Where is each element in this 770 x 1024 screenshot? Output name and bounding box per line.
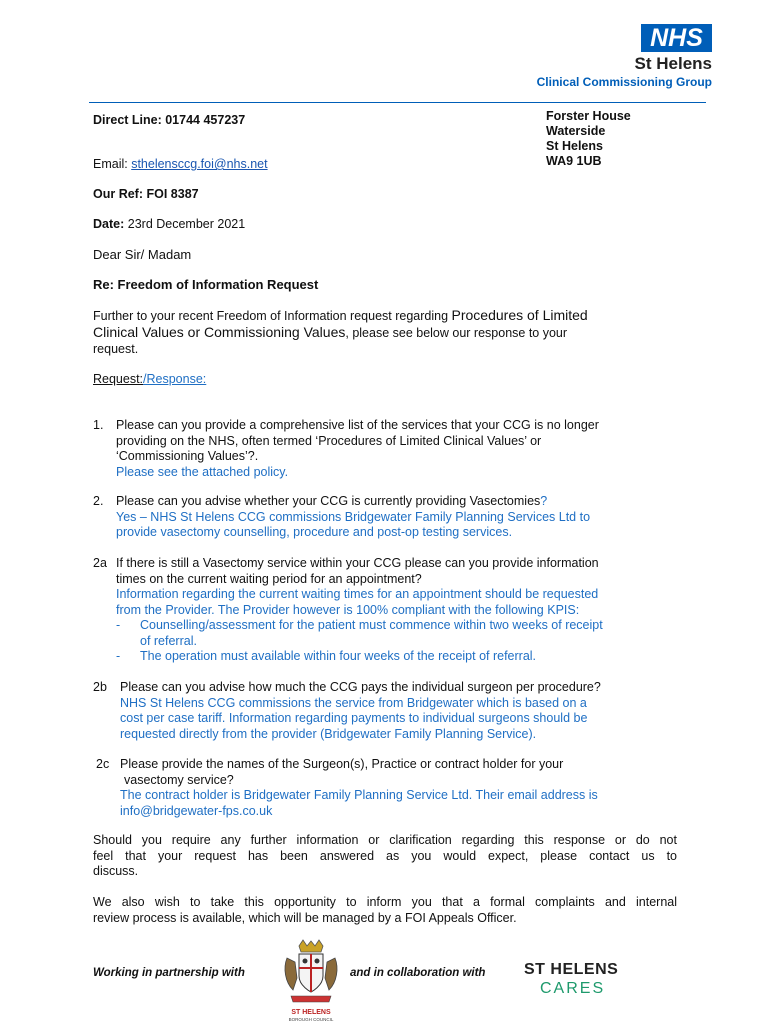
answer-line: The contract holder is Bridgewater Family Planning Service Ltd. Their email address is — [120, 788, 598, 803]
intro-topic: Clinical Values or Commissioning Values — [93, 324, 346, 340]
answer-line: cost per case tariff. Information regarding payments to individual surgeons should be — [120, 711, 588, 726]
email-label: Email: — [93, 157, 132, 171]
answer-line: Please see the attached policy. — [116, 464, 289, 479]
closing-line: discuss. — [93, 864, 139, 879]
ref-value: FOI 8387 — [146, 187, 199, 201]
item-number: 2c — [96, 757, 110, 771]
bullet-dash: - — [116, 618, 121, 632]
item-number: 2b — [93, 680, 107, 694]
answer-line: Yes – NHS St Helens CCG commissions Bridgewater Family Planning Services Ltd to — [116, 509, 591, 524]
question-line: Please provide the names of the Surgeon(s), Practice or contract holder for your — [120, 757, 564, 771]
answer-line: NHS St Helens CCG commissions the service from Bridgewater which is based on a — [120, 695, 587, 710]
address-line: St Helens — [546, 139, 603, 153]
item-number: 2a — [93, 556, 107, 570]
salutation: Dear Sir/ Madam — [93, 247, 192, 262]
closing-line: We also wish to take this opportunity to inform you that a formal complaints and internal — [93, 895, 677, 909]
answer-line: from the Provider. The Provider however is 100% compliant with the following KPIS: — [116, 602, 580, 617]
email-line — [93, 157, 268, 173]
address-line: Waterside — [546, 124, 606, 138]
item-1 — [116, 418, 599, 480]
bullet-line: Counselling/assessment for the patient must commence within two weeks of receipt — [140, 618, 603, 632]
item-2 — [116, 494, 590, 541]
question-mark: ? — [540, 494, 548, 508]
intro-line-1 — [93, 308, 588, 325]
answer-line: Information regarding the current waiting times for an appointment should be requested — [116, 587, 599, 602]
request-response-heading — [93, 372, 206, 388]
intro-text: , please see below our response to your — [345, 326, 568, 340]
question-line: If there is still a Vasectomy service within your CCG please can you provide information — [116, 556, 599, 570]
nhs-logo: NHS — [641, 24, 712, 52]
answer-line: provide vasectomy counselling, procedure and post-op testing services. — [116, 525, 513, 540]
crest-caption: ST HELENS — [291, 1009, 331, 1016]
question-text: Please can you advise whether your CCG is currently providing Vasectomies — [116, 494, 541, 508]
email-link[interactable]: sthelensccg.foi@nhs.net — [131, 157, 268, 171]
address-line: Forster House — [546, 109, 631, 123]
crest-icon — [281, 938, 341, 1004]
address-line: WA9 1UB — [546, 154, 602, 168]
question-line: vasectomy service? — [124, 772, 234, 787]
item-number: 1. — [93, 418, 104, 432]
item-2c — [120, 757, 598, 819]
direct-line: Direct Line: 01744 457237 — [93, 113, 246, 127]
date-value: 23rd December 2021 — [127, 217, 246, 231]
partnership-text: Working in partnership with — [93, 967, 245, 979]
sender-address — [546, 109, 631, 169]
org-name: St Helens — [634, 54, 712, 73]
item-2b — [120, 680, 601, 742]
council-crest — [281, 938, 341, 1020]
header-divider — [89, 102, 706, 103]
closing-paragraph-2 — [93, 895, 677, 926]
intro-line-3: request. — [93, 342, 139, 356]
item-2a — [116, 556, 599, 618]
org-subtitle: Clinical Commissioning Group — [536, 75, 712, 89]
letter-date — [93, 217, 245, 233]
collaboration-text: and in collaboration with — [350, 967, 486, 979]
request-label: Request: — [93, 372, 144, 386]
subject-line: Re: Freedom of Information Request — [93, 277, 319, 292]
bullet-dash: - — [116, 649, 121, 663]
question-line: ‘Commissioning Values’?. — [116, 449, 259, 464]
closing-line: feel that your request has been answered as you would expect, please contact us to — [93, 848, 677, 863]
intro-topic: Procedures of Limited — [451, 307, 588, 323]
response-label: /Response: — [143, 372, 207, 386]
closing-line: Should you require any further information or clarification regarding this response or do not — [93, 833, 677, 847]
question-line: times on the current waiting period for an appointment? — [116, 571, 422, 586]
partner-logo-st-helens: ST HELENS — [524, 961, 619, 978]
date-label: Date: — [93, 217, 125, 231]
answer-line: info@bridgewater-fps.co.uk — [120, 803, 273, 818]
question-line: Please can you advise how much the CCG pays the individual surgeon per procedure? — [120, 680, 601, 694]
partner-logo-cares: CARES — [540, 980, 606, 997]
intro-line-2 — [93, 325, 567, 342]
answer-line: requested directly from the provider (Bridgewater Family Planning Service). — [120, 726, 537, 741]
question-line: Please can you provide a comprehensive list of the services that your CCG is no longer — [116, 418, 599, 432]
item-number: 2. — [93, 494, 104, 508]
closing-paragraph-1 — [93, 833, 677, 880]
crest-subcaption: BOROUGH COUNCIL — [288, 1017, 334, 1022]
bullet-item: The operation must available within four weeks of the receipt of referral. — [140, 649, 537, 663]
closing-line: review process is available, which will be managed by a FOI Appeals Officer. — [93, 910, 517, 925]
question-line — [116, 494, 590, 510]
question-line: providing on the NHS, often termed ‘Procedures of Limited Clinical Values’ or — [116, 433, 542, 448]
bullet-item — [140, 618, 603, 649]
ref-label: Our Ref: — [93, 187, 143, 201]
intro-text: Further to your recent Freedom of Information request regarding — [93, 309, 452, 323]
our-ref — [93, 187, 199, 203]
bullet-line: of referral. — [140, 633, 197, 648]
